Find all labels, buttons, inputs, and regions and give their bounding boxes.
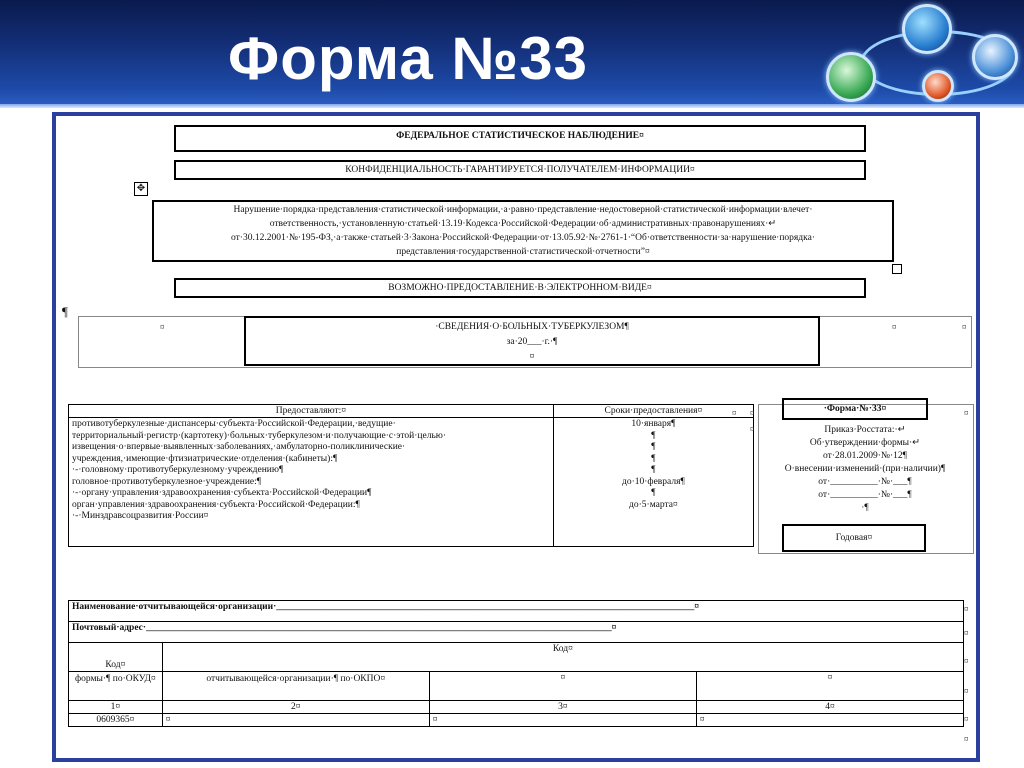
provides-cell — [69, 418, 554, 547]
code-col4-cell: ¤ — [696, 672, 963, 701]
postal-address-cell[interactable]: Почтовый·адрес·__________________________________________________________________________________________________¤ — [69, 622, 964, 643]
decorative-globes — [824, 0, 1024, 110]
cell-mark: ¤ — [964, 604, 969, 614]
deadlines-cell — [553, 418, 753, 547]
slide-title: Форма №33 — [228, 25, 588, 92]
order-line: от·28.01.2009·№·12¶ — [823, 451, 907, 461]
notice-line: представления·государственной·статистической·отчетности”¤ — [396, 247, 650, 257]
info-title: ·СВЕДЕНИЯ·О·БОЛЬНЫХ·ТУБЕРКУЛЕЗОМ¶ — [435, 322, 629, 332]
confidentiality-header: КОНФИДЕНЦИАЛЬНОСТЬ·ГАРАНТИРУЕТСЯ·ПОЛУЧАТЕЛЕМ·ИНФОРМАЦИИ¤ — [174, 160, 866, 180]
provides-line: учреждения,·имеющие·фтизиатрические·отделения·(кабинеты):¶ — [72, 453, 338, 464]
order-line: от·__________·№·___¶ — [818, 477, 912, 487]
ambulance-icon — [922, 70, 954, 102]
paragraph-mark: ¶ — [62, 304, 68, 319]
okud-value-cell[interactable]: 0609365¤ — [69, 714, 163, 727]
deadline-line: ¶ — [651, 430, 656, 441]
okpo-label-cell: отчитывающейся·организации·¶ по·ОКПО¤ — [162, 672, 429, 701]
postal-label: Почтовый·адрес· — [72, 623, 147, 633]
notice-line: от·30.12.2001·№·195-ФЗ,·а·также·статьей·3·Закона·Российской·Федерации·от·13.05.92·№·2761-1·“Об·ответственности·за·нарушение·порядка· — [231, 233, 815, 243]
order-line: Об·утверждении·формы·↵ — [809, 438, 921, 448]
col-num-cell: 4¤ — [696, 701, 963, 714]
provides-line: ·-·органу·управления·здравоохранения·субъекта·Российской·Федерации¶ — [72, 488, 372, 498]
provides-line: орган·управления·здравоохранения·субъекта·Российской·Федерации:¶ — [72, 499, 360, 510]
provides-line: ·-·Минздравсоцразвития·России¤ — [72, 511, 209, 521]
cell-mark: ¤ — [964, 734, 969, 744]
provides-line: территориальный·регистр·(картотеку)·больных·туберкулезом·и·получающие·с·этой·целью· — [72, 430, 447, 441]
cell-mark: ¤ — [964, 628, 969, 638]
resize-handle[interactable] — [892, 264, 902, 274]
provides-line: головное·противотуберкулезное·учреждение:¶ — [72, 476, 262, 487]
notice-line: Нарушение·порядка·представления·статистической·информации,·а·равно·представление·недостоверной·статистической·информации·влечет· — [233, 205, 813, 215]
legal-notice — [152, 200, 894, 262]
info-period: за·20___·г.·¶ — [506, 337, 558, 347]
code-col3-cell: ¤ — [429, 672, 696, 701]
deadlines-header: Сроки·предоставления¤ — [553, 405, 753, 418]
provides-line: извещения·о·впервые·выявленных·заболеваниях,·амбулаторно-поликлинические· — [72, 442, 406, 452]
cell-mark: ¤ — [732, 408, 737, 418]
col-num-cell: 3¤ — [429, 701, 696, 714]
submission-table — [68, 404, 754, 547]
order-line: от·__________·№·___¶ — [818, 490, 912, 500]
provides-line: ·-·головному·противотуберкулезному·учреждению¶ — [72, 465, 284, 475]
code-label-cell: Код¤ — [69, 643, 163, 672]
cell-mark: ¤ — [892, 322, 897, 332]
col-num-cell: 1¤ — [69, 701, 163, 714]
cell-mark: ¤ — [160, 322, 165, 332]
globe-icon — [902, 4, 952, 54]
order-line: ·¶ — [861, 503, 869, 513]
info-title-box — [244, 316, 820, 366]
col-num-cell: 2¤ — [162, 701, 429, 714]
organization-table — [68, 600, 964, 727]
deadline-line: ¶ — [651, 465, 656, 475]
deadline-line: до·5·марта¤ — [629, 499, 678, 510]
provides-header: Предоставляют:¤ — [69, 405, 554, 418]
cell-mark: ¤ — [750, 408, 755, 418]
medical-kit-icon — [826, 52, 876, 102]
cell-mark: ¤ — [962, 322, 967, 332]
deadline-line: до·10·февраля¶ — [622, 476, 685, 487]
doctor-icon — [972, 34, 1018, 80]
deadline-line: ¶ — [651, 488, 656, 498]
cell-mark: ¤ — [529, 352, 535, 362]
code-header-cell: Код¤ — [162, 643, 963, 672]
code-col4-value-cell[interactable]: ¤ — [696, 714, 963, 727]
cell-mark: ¤ — [964, 686, 969, 696]
okpo-value-cell[interactable]: ¤ — [162, 714, 429, 727]
form-number-box: ·Форма·№·33¤ — [782, 398, 928, 420]
form-document — [52, 112, 980, 762]
code-col3-value-cell[interactable]: ¤ — [429, 714, 696, 727]
cell-mark: ¤ — [694, 602, 700, 612]
cell-mark: ¤ — [964, 656, 969, 666]
move-anchor-icon[interactable]: ✥ — [134, 182, 148, 196]
okud-label-cell: формы·¶ по·ОКУД¤ — [69, 672, 163, 701]
notice-line: ответственность,·установленную·статьей·13.19·Кодекса·Российской·Федерации·об·административных·правонарушениях·↵ — [269, 219, 777, 229]
annual-box: Годовая¤ — [782, 524, 926, 552]
deadline-line: 10·января¶ — [631, 419, 676, 429]
cell-mark: ¤ — [750, 424, 755, 434]
deadline-line: ¶ — [651, 453, 656, 464]
order-text — [762, 424, 968, 515]
org-name-label: Наименование·отчитывающейся·организации· — [72, 602, 277, 612]
cell-mark: ¤ — [611, 623, 617, 633]
electronic-submission-header: ВОЗМОЖНО·ПРЕДОСТАВЛЕНИЕ·В·ЭЛЕКТРОННОМ·ВИДЕ¤ — [174, 278, 866, 298]
provides-line: противотуберкулезные·диспансеры·субъекта·Российской·Федерации,·ведущие· — [72, 419, 396, 429]
federal-observation-header: ФЕДЕРАЛЬНОЕ СТАТИСТИЧЕСКОЕ НАБЛЮДЕНИЕ¤ — [174, 125, 866, 152]
deadline-line: ¶ — [651, 442, 656, 452]
order-line: Приказ·Росстата:·↵ — [824, 425, 906, 435]
org-name-cell[interactable]: Наименование·отчитывающейся·организации·________________________________________________________________________________________¤ — [69, 601, 964, 622]
cell-mark: ¤ — [964, 408, 969, 418]
cell-mark: ¤ — [964, 714, 969, 724]
order-line: О·внесении·изменений·(при·наличии)¶ — [784, 464, 946, 474]
